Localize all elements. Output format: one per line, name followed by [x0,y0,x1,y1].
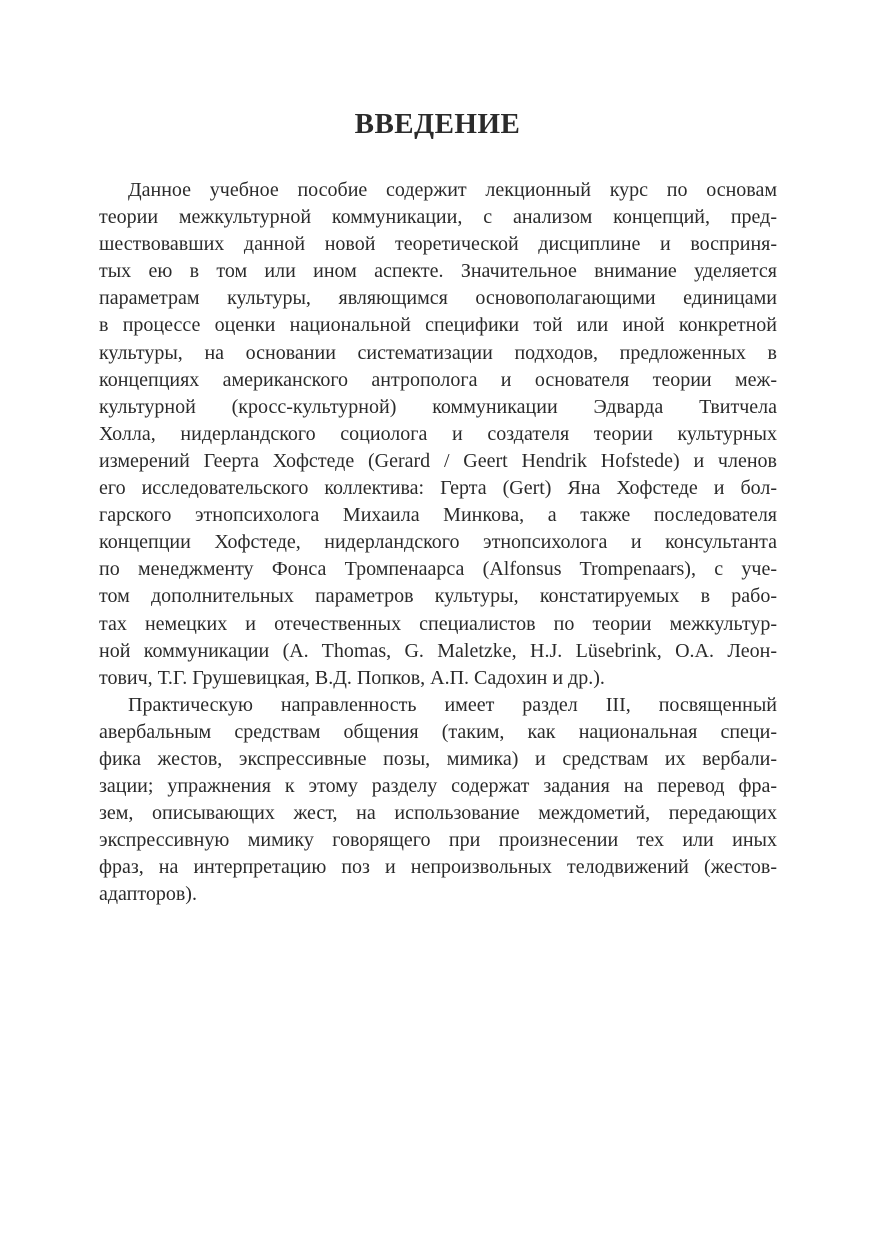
text-line: в процессе оценки национальной специфики той или иной конкретной [99,314,777,337]
text-line: зации; упражнения к этому разделу содержат задания на перевод фра- [99,775,777,798]
text-line: зем, описывающих жест, на использование междометий, передающих [99,802,777,825]
text-line: теории межкультурной коммуникации, с анализом концепций, пред- [99,206,777,229]
text-line: фраз, на интерпретацию поз и непроизвольных телодвижений (жестов- [99,856,777,879]
text-line: тых ею в том или ином аспекте. Значительное внимание уделяется [99,260,777,283]
paragraph-2 [99,692,777,909]
text-line: экспрессивную мимику говорящего при произнесении тех или иных [99,829,777,852]
text-line: гарского этнопсихолога Михаила Минкова, а также последователя [99,504,777,527]
text-line: культурной (кросс-культурной) коммуникации Эдварда Твитчела [99,395,777,418]
text-line: его исследовательского коллектива: Герта (Gert) Яна Хофстеде и бол- [99,477,777,500]
text-line: ной коммуникации (A. Thomas, G. Maletzke, H.J. Lüsebrink, О.А. Леон- [99,639,777,662]
paragraph-1 [99,177,777,692]
text-line: тович, Т.Г. Грушевицкая, В.Д. Попков, А.П. Садохин и др.). [99,666,605,689]
body-text [99,177,777,909]
text-line: авербальным средствам общения (таким, как национальная специ- [99,720,777,743]
text-line: параметрам культуры, являющимся основополагающими единицами [99,287,777,310]
text-line: Практическую направленность имеет раздел III, посвященный [128,693,777,716]
text-line: тах немецких и отечественных специалистов по теории межкультур- [99,612,777,635]
text-line: Данное учебное пособие содержит лекционный курс по основам [128,179,777,201]
text-line: по менеджменту Фонса Тромпенаарса (Alfonsus Trompenaars), с уче- [99,558,777,581]
text-line: том дополнительных параметров культуры, констатируемых в рабо- [99,585,777,608]
text-line: концепции Хофстеде, нидерландского этнопсихолога и консультанта [99,531,777,554]
text-line: культуры, на основании систематизации подходов, предложенных в [99,341,777,364]
text-line: шествовавших данной новой теоретической дисциплине и восприня- [99,233,777,256]
text-line: адапторов). [99,883,197,906]
page-title: ВВЕДЕНИЕ [354,108,521,140]
text-line: фика жестов, экспрессивные позы, мимика) и средствам их вербали- [99,747,777,770]
text-line: Холла, нидерландского социолога и создателя теории культурных [99,422,777,445]
text-line: измерений Геерта Хофстеде (Gerard / Geert Hendrik Hofstede) и членов [99,449,777,472]
text-line: концепциях американского антрополога и основателя теории меж- [99,368,777,391]
